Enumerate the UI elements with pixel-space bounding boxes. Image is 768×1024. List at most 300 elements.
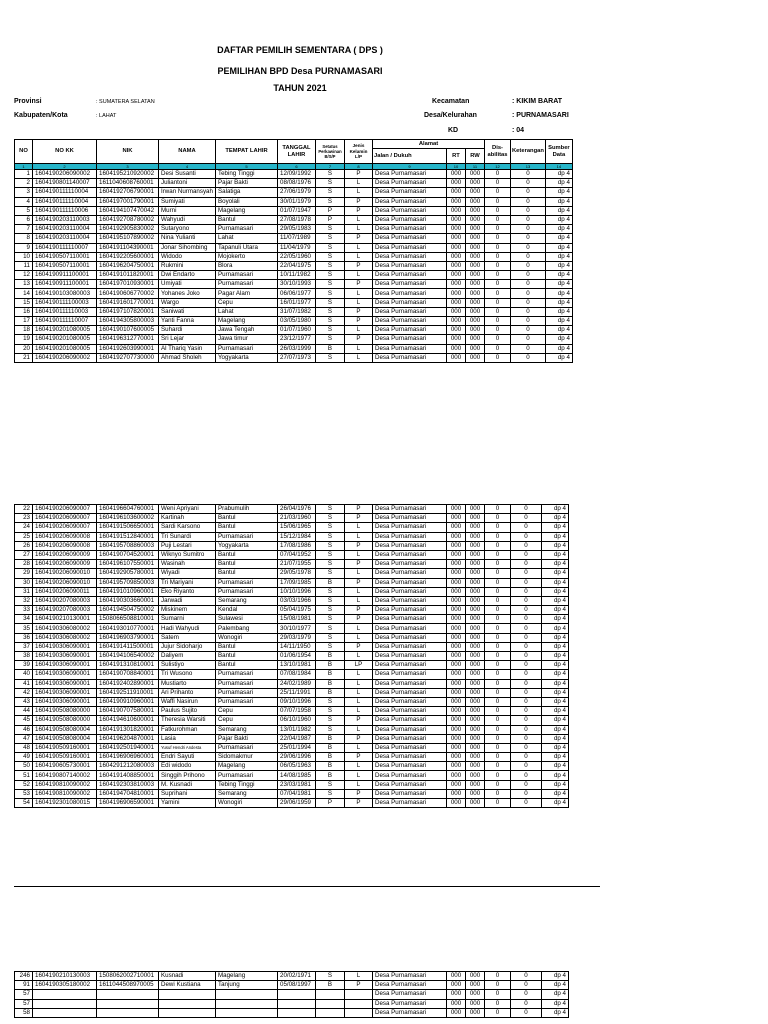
cell-ket: 0	[511, 179, 546, 188]
cell-sumber: dp 4	[545, 197, 572, 206]
cell-rt: 000	[447, 972, 466, 981]
cell: Kendal	[216, 606, 278, 615]
col-sumber-data: Sumber Data	[545, 140, 572, 164]
cell: 1604192501940001	[97, 743, 159, 752]
cell-rw: 000	[466, 188, 485, 197]
cell-sumber: dp 4	[545, 271, 572, 280]
cell-ket: 0	[511, 642, 542, 651]
cell: Sulawesi	[216, 615, 278, 624]
column-number: 10	[447, 164, 466, 170]
cell-disab: 0	[485, 587, 511, 596]
cell-jalan: Desa Purnamasari	[373, 569, 447, 578]
cell: Wahyudi	[159, 215, 216, 224]
cell: Palembang	[216, 624, 278, 633]
cell: L	[345, 569, 373, 578]
cell: 15/12/1984	[278, 532, 316, 541]
doc-year: TAHUN 2021	[273, 83, 327, 93]
cell: 1604196204750001	[97, 261, 159, 270]
cell: Dwi Endarto	[159, 271, 216, 280]
cell-rw: 000	[466, 335, 485, 344]
cell: 12	[15, 271, 33, 280]
cell-jalan: Desa Purnamasari	[373, 972, 447, 981]
table-row	[15, 344, 573, 353]
cell: Mojokerto	[216, 252, 278, 261]
cell: 29/05/1978	[278, 569, 316, 578]
cell-ket: 0	[511, 981, 542, 990]
cell: 91	[15, 981, 33, 990]
cell: 246	[15, 972, 33, 981]
cell-rt: 000	[447, 716, 466, 725]
cell: 53	[15, 789, 33, 798]
cell: 5	[15, 206, 33, 215]
cell: 37	[15, 642, 33, 651]
cell-rt: 000	[447, 326, 466, 335]
cell: 11	[15, 261, 33, 270]
cell: S	[316, 523, 345, 532]
cell-disab: 0	[485, 335, 511, 344]
cell: 1604191010960001	[97, 587, 159, 596]
cell: 1604196107550001	[97, 560, 159, 569]
cell: 1604190306090001	[33, 670, 97, 679]
cell: Purnamasari	[216, 532, 278, 541]
cell-rt: 000	[447, 225, 466, 234]
cell-rw: 000	[466, 243, 485, 252]
cell	[316, 999, 345, 1008]
cell: 57	[15, 990, 33, 999]
cell-rw: 000	[466, 541, 485, 550]
col-tanggal-lahir: TANGGAL LAHIR	[278, 140, 316, 164]
cell-rw: 000	[466, 353, 485, 362]
cell-jalan: Desa Purnamasari	[373, 514, 447, 523]
cell: S	[316, 298, 345, 307]
table-row	[15, 578, 569, 587]
cell: 1604190103080003	[33, 289, 97, 298]
cell-disab: 0	[485, 999, 511, 1008]
cell: S	[316, 261, 345, 270]
col-jalan: Jalan / Dukuh	[373, 149, 447, 164]
cell-disab: 0	[485, 179, 511, 188]
cell: Semarang	[216, 789, 278, 798]
cell-jalan: Desa Purnamasari	[373, 252, 447, 261]
cell-sumber: dp 4	[545, 243, 572, 252]
cell-rw: 000	[466, 289, 485, 298]
cell: 1604291212080003	[97, 762, 159, 771]
cell: 01/06/1954	[278, 652, 316, 661]
cell: 22/05/1960	[278, 252, 316, 261]
cell-jalan: Desa Purnamasari	[373, 234, 447, 243]
cell-rt: 000	[447, 569, 466, 578]
cell: P	[345, 206, 373, 215]
cell-ket: 0	[511, 326, 546, 335]
provinsi-value: : SUMATERA SELATAN	[96, 99, 155, 105]
cell: Purnamasari	[216, 743, 278, 752]
cell-disab: 0	[485, 344, 511, 353]
cell-rw: 000	[466, 771, 485, 780]
cell: Magelang	[216, 206, 278, 215]
cell: 1604192905780001	[97, 569, 159, 578]
cell: 1604190210130001	[33, 615, 97, 624]
cell: 2	[15, 179, 33, 188]
cell	[159, 999, 216, 1008]
cell: Prabumulih	[216, 505, 278, 514]
cell: L	[345, 972, 373, 981]
cell: Tri Mariyani	[159, 578, 216, 587]
cell: Irwan Nurmansyah	[159, 188, 216, 197]
cell: Cepu	[216, 716, 278, 725]
cell-jalan: Desa Purnamasari	[373, 261, 447, 270]
cell: Jonar Sihombing	[159, 243, 216, 252]
cell-jalan: Desa Purnamasari	[373, 307, 447, 316]
cell-ket: 0	[511, 679, 542, 688]
cell: 4	[15, 197, 33, 206]
table-row	[15, 532, 569, 541]
cell: Wasinah	[159, 560, 216, 569]
cell: Purnamasari	[216, 688, 278, 697]
cell-sumber: dp 4	[545, 252, 572, 261]
table-row	[15, 179, 573, 188]
cell: 1604196204870001	[97, 734, 159, 743]
cell-disab: 0	[485, 188, 511, 197]
table-row	[15, 298, 573, 307]
cell: 09/10/1996	[278, 697, 316, 706]
cell: 1604190111110006	[33, 206, 97, 215]
cell: Blora	[216, 261, 278, 270]
cell: Purnamasari	[216, 679, 278, 688]
cell: B	[316, 661, 345, 670]
cell-jalan: Desa Purnamasari	[373, 670, 447, 679]
cell: Murni	[159, 206, 216, 215]
cell-disab: 0	[485, 298, 511, 307]
cell-jalan: Desa Purnamasari	[373, 981, 447, 990]
cell: Yogyakarta	[216, 541, 278, 550]
cell-rw: 000	[466, 271, 485, 280]
cell-rw: 000	[466, 725, 485, 734]
cell: 1604191301820001	[97, 725, 159, 734]
cell: 7	[15, 225, 33, 234]
cell-disab: 0	[485, 317, 511, 326]
cell: 1604190111110003	[33, 307, 97, 316]
cell-rw: 000	[466, 990, 485, 999]
cell-sumber: dp 4	[542, 697, 569, 706]
cell: 05/04/1975	[278, 606, 316, 615]
cell-disab: 0	[485, 261, 511, 270]
cell: 11/04/1979	[278, 243, 316, 252]
table-row	[15, 743, 569, 752]
cell-ket: 0	[511, 289, 546, 298]
cell: Bantul	[216, 661, 278, 670]
col-status: Setatus Perkawinan B/S/P	[316, 140, 345, 164]
cell-disab: 0	[485, 596, 511, 605]
cell: P	[345, 307, 373, 316]
cell: B	[316, 652, 345, 661]
table-row	[15, 569, 569, 578]
cell: 1604190507110001	[33, 252, 97, 261]
cell: P	[345, 615, 373, 624]
cell: 1604195210920002	[97, 170, 159, 179]
kd-label: KD	[448, 127, 459, 134]
cell-rt: 000	[447, 799, 466, 808]
cell: 1604194106540002	[97, 652, 159, 661]
cell: 26/04/1976	[278, 505, 316, 514]
cell-ket: 0	[511, 206, 546, 215]
cell-ket: 0	[511, 197, 546, 206]
cell: 3	[15, 188, 33, 197]
cell-rw: 000	[466, 569, 485, 578]
cell: Boyolali	[216, 197, 278, 206]
table-row	[15, 307, 573, 316]
cell: 31	[15, 587, 33, 596]
cell: P	[345, 560, 373, 569]
cell: L	[345, 225, 373, 234]
cell-jalan: Desa Purnamasari	[373, 633, 447, 642]
cell-sumber: dp 4	[545, 261, 572, 270]
cell: 30/01/1979	[278, 197, 316, 206]
cell-rw: 000	[466, 280, 485, 289]
voter-table-2	[14, 504, 569, 808]
cell-ket: 0	[511, 170, 546, 179]
cell-disab: 0	[485, 762, 511, 771]
cell: S	[316, 624, 345, 633]
cell-jalan: Desa Purnamasari	[373, 707, 447, 716]
cell-ket: 0	[511, 697, 542, 706]
cell: Magelang	[216, 762, 278, 771]
cell: 9	[15, 243, 33, 252]
cell: 45	[15, 716, 33, 725]
table-row	[15, 1008, 569, 1017]
cell: 46	[15, 725, 33, 734]
cell-rw: 000	[466, 532, 485, 541]
cell-jalan: Desa Purnamasari	[373, 743, 447, 752]
cell: 1508062002710001	[97, 972, 159, 981]
cell: P	[345, 716, 373, 725]
cell-rw: 000	[466, 317, 485, 326]
cell-rt: 000	[447, 197, 466, 206]
cell: 1604196604760001	[97, 505, 159, 514]
table-row	[15, 734, 569, 743]
cell: 13	[15, 280, 33, 289]
cell-rt: 000	[447, 234, 466, 243]
cell-disab: 0	[485, 780, 511, 789]
cell: 1604192511910001	[97, 688, 159, 697]
cell: S	[316, 596, 345, 605]
cell: 30/10/1993	[278, 280, 316, 289]
cell: 27/08/1978	[278, 215, 316, 224]
cell: 1604190306080002	[33, 633, 97, 642]
cell-rw: 000	[466, 225, 485, 234]
cell: 1508066508810001	[97, 615, 159, 624]
cell-disab: 0	[485, 170, 511, 179]
cell-rt: 000	[447, 289, 466, 298]
cell-rw: 000	[466, 587, 485, 596]
cell: S	[316, 972, 345, 981]
cell: 1604194704810001	[97, 789, 159, 798]
cell: 49	[15, 753, 33, 762]
table-row	[15, 606, 569, 615]
cell-disab: 0	[485, 252, 511, 261]
cell: S	[316, 633, 345, 642]
cell-disab: 0	[485, 734, 511, 743]
cell: Wiknyo Sumitro	[159, 550, 216, 559]
cell: Pajar Bakti	[216, 734, 278, 743]
cell-rw: 000	[466, 206, 485, 215]
cell-rt: 000	[447, 981, 466, 990]
cell: 03/03/1966	[278, 596, 316, 605]
cell: P	[345, 170, 373, 179]
table-row	[15, 206, 573, 215]
cell: 25	[15, 532, 33, 541]
cell-ket: 0	[511, 298, 546, 307]
col-nama: NAMA	[159, 140, 216, 164]
cell: 1604190203110003	[33, 215, 97, 224]
cell: Yogyakarta	[216, 353, 278, 362]
col-alamat: Alamat	[373, 140, 485, 149]
cell: 44	[15, 707, 33, 716]
cell: Lahat	[216, 307, 278, 316]
cell-rw: 000	[466, 753, 485, 762]
cell: B	[316, 679, 345, 688]
cell-ket: 0	[511, 353, 546, 362]
cell: 13/01/1982	[278, 725, 316, 734]
cell: 1604190306090001	[33, 679, 97, 688]
cell-ket: 0	[511, 972, 542, 981]
cell: L	[345, 298, 373, 307]
cell-jalan: Desa Purnamasari	[373, 624, 447, 633]
cell: 24/02/1989	[278, 679, 316, 688]
cell: Sumarni	[159, 615, 216, 624]
cell: S	[316, 725, 345, 734]
table-row	[15, 771, 569, 780]
desa-value: : PURNAMASARI	[512, 112, 569, 119]
col-disabilitas: Dis-abilitas	[485, 140, 511, 164]
cell: 14	[15, 289, 33, 298]
cell: 21	[15, 353, 33, 362]
cell: 23	[15, 514, 33, 523]
cell-sumber: dp 4	[545, 170, 572, 179]
cell-disab: 0	[485, 661, 511, 670]
cell: P	[345, 280, 373, 289]
cell	[159, 1008, 216, 1017]
cell: Semarang	[216, 725, 278, 734]
table-row	[15, 688, 569, 697]
cell-ket: 0	[511, 280, 546, 289]
cell: 03/05/1980	[278, 317, 316, 326]
cell: 16/01/1977	[278, 298, 316, 307]
cell: Eko Riyanto	[159, 587, 216, 596]
cell: Lasia	[159, 734, 216, 743]
cell: P	[345, 197, 373, 206]
cell: 1604190203110004	[33, 225, 97, 234]
cell: 1604190111110007	[33, 243, 97, 252]
cell: 07/04/1981	[278, 789, 316, 798]
table-row	[15, 624, 569, 633]
cell-jalan: Desa Purnamasari	[373, 789, 447, 798]
cell-ket: 0	[511, 725, 542, 734]
cell-sumber: dp 4	[542, 753, 569, 762]
cell: 1604191104390001	[97, 243, 159, 252]
cell-rw: 000	[466, 762, 485, 771]
cell-ket: 0	[511, 569, 542, 578]
cell: 1604194504750002	[97, 606, 159, 615]
cell: 1604197107820001	[97, 307, 159, 316]
cell: Rukmini	[159, 261, 216, 270]
cell: 1604192205600001	[97, 252, 159, 261]
cell: 43	[15, 697, 33, 706]
cell-rw: 000	[466, 261, 485, 270]
cell-sumber: dp 4	[542, 679, 569, 688]
cell: B	[316, 688, 345, 697]
cell: S	[316, 789, 345, 798]
cell: L	[345, 707, 373, 716]
desa-label: Desa/Kelurahan	[424, 112, 477, 119]
cell-ket: 0	[511, 633, 542, 642]
column-number: 11	[466, 164, 485, 170]
table-row	[15, 596, 569, 605]
cell-sumber: dp 4	[542, 981, 569, 990]
cell-ket: 0	[511, 243, 546, 252]
cell: Tri Wusono	[159, 670, 216, 679]
cell: 06/05/1963	[278, 762, 316, 771]
cell: 1604190206090011	[33, 587, 97, 596]
cell: S	[316, 514, 345, 523]
cell: 47	[15, 734, 33, 743]
cell-disab: 0	[485, 697, 511, 706]
cell: Purnamasari	[216, 225, 278, 234]
cell-rw: 000	[466, 326, 485, 335]
column-number: 6	[278, 164, 316, 170]
cell: 1604190206090010	[33, 569, 97, 578]
cell-disab: 0	[485, 578, 511, 587]
cell-sumber: dp 4	[542, 606, 569, 615]
cell: L	[345, 771, 373, 780]
cell-disab: 0	[485, 624, 511, 633]
cell-disab: 0	[485, 615, 511, 624]
cell-jalan: Desa Purnamasari	[373, 771, 447, 780]
cell: P	[316, 799, 345, 808]
cell-sumber: dp 4	[542, 780, 569, 789]
cell-sumber: dp 4	[542, 596, 569, 605]
cell: S	[316, 225, 345, 234]
cell: 1604192706790001	[97, 188, 159, 197]
cell: 1604190206090008	[33, 541, 97, 550]
cell: 1604190605730001	[33, 762, 97, 771]
cell-rt: 000	[447, 280, 466, 289]
cell-sumber: dp 4	[545, 298, 572, 307]
col-keterangan: Keterangan	[511, 140, 546, 164]
table-row	[15, 215, 573, 224]
cell: S	[316, 707, 345, 716]
cell-sumber: dp 4	[545, 188, 572, 197]
cell-rw: 000	[466, 215, 485, 224]
cell-rt: 000	[447, 188, 466, 197]
cell-sumber: dp 4	[542, 541, 569, 550]
cell: 1604190807140002	[33, 771, 97, 780]
cell-ket: 0	[511, 707, 542, 716]
cell: Fatkurohman	[159, 725, 216, 734]
table-row	[15, 697, 569, 706]
cell-rw: 000	[466, 972, 485, 981]
cell: L	[345, 762, 373, 771]
cell-disab: 0	[485, 707, 511, 716]
column-number: 14	[545, 164, 572, 170]
cell-jalan: Desa Purnamasari	[373, 532, 447, 541]
cell	[345, 1008, 373, 1017]
cell-ket: 0	[511, 252, 546, 261]
kd-value: : 04	[512, 127, 525, 134]
cell-rt: 000	[447, 780, 466, 789]
cell: 1604190206090008	[33, 532, 97, 541]
table-row	[15, 633, 569, 642]
cell: 51	[15, 771, 33, 780]
